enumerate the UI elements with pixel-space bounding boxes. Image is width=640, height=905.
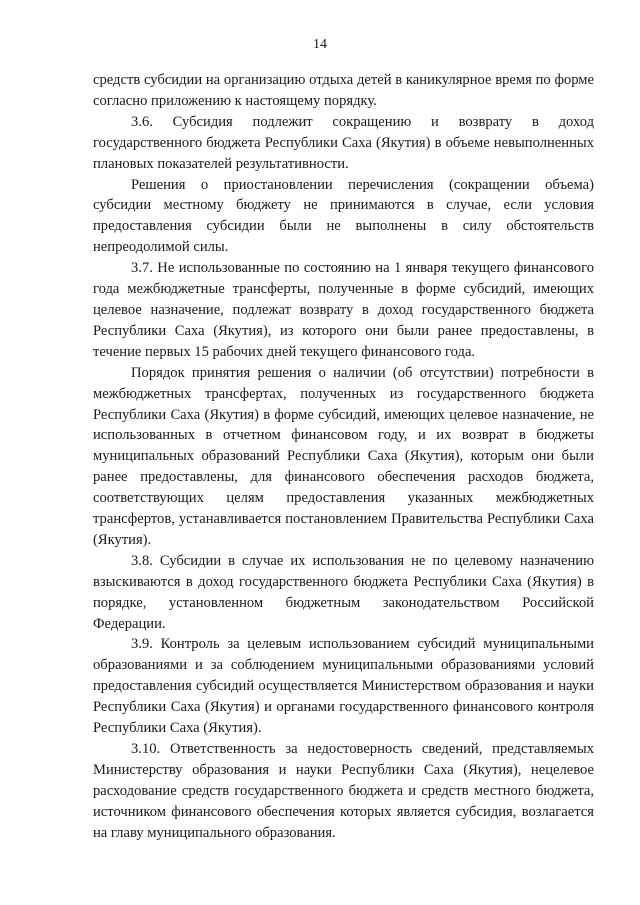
document-body bbox=[93, 70, 594, 844]
paragraph-3-7: 3.7. Не использованные по состоянию на 1 января текущего финансового года межбюджетные трансферты, полученные в форме субсидий, имеющих целевое назначение, подлежат возврату в доход государственного бюджета Республики Саха (Якутия), из которого они были ранее предоставлены, в течение первых 15 рабочих дней текущего финансового года. bbox=[93, 260, 594, 360]
paragraph-3-10: 3.10. Ответственность за недостоверность сведений, представляемых Министерству образования и науки Республики Саха (Якутия), нецелевое расходование средств государственного бюджета и средств местного бюджета, источником финансового обеспечения которых является субсидия, возлагается на главу муниципального образования. bbox=[93, 741, 594, 841]
page-number: 14 bbox=[313, 37, 327, 52]
paragraph-3-8: 3.8. Субсидии в случае их использования не по целевому назначению взыскиваются в доход государственного бюджета Республики Саха (Якутия) в порядке, установленном бюджетным законодательством Российской Федерации. bbox=[93, 552, 594, 632]
paragraph-3-6: 3.6. Субсидия подлежит сокращению и возврату в доход государственного бюджета Республики Саха (Якутия) в объеме невыполненных плановых показателей результативности. bbox=[93, 113, 594, 172]
paragraph-suspension-decisions: Решения о приостановлении перечисления (сокращении объема) субсидии местному бюджету не принимаются в случае, если условия предоставления субсидии были не выполнены в силу обстоятельств непреодолимой силы. bbox=[93, 176, 594, 256]
paragraph-return-procedure: Порядок принятия решения о наличии (об отсутствии) потребности в межбюджетных трансфертах, полученных из государственного бюджета Республики Саха (Якутия) в форме субсидий, имеющих целевое назначение, не использованных в отчетном финансовом году, и их возврат в бюджеты муниципальных образований Республики Саха (Якутия), которым они были ранее предоставлены, для финансового обеспечения расходов бюджета, соответствующих целям предоставления указанных межбюджетных трансфертов, устанавливается постановлением Правительства Республики Саха (Якутия). bbox=[93, 364, 594, 548]
paragraph-continuation: средств субсидии на организацию отдыха детей в каникулярное время по форме согласно приложению к настоящему порядку. bbox=[93, 72, 594, 109]
paragraph-3-9: 3.9. Контроль за целевым использованием субсидий муниципальными образованиями и за соблюдением муниципальными образованиями условий предоставления субсидий осуществляется Министерством образования и науки Республики Саха (Якутия) и органами государственного финансового контроля Республики Саха (Якутия). bbox=[93, 636, 594, 737]
